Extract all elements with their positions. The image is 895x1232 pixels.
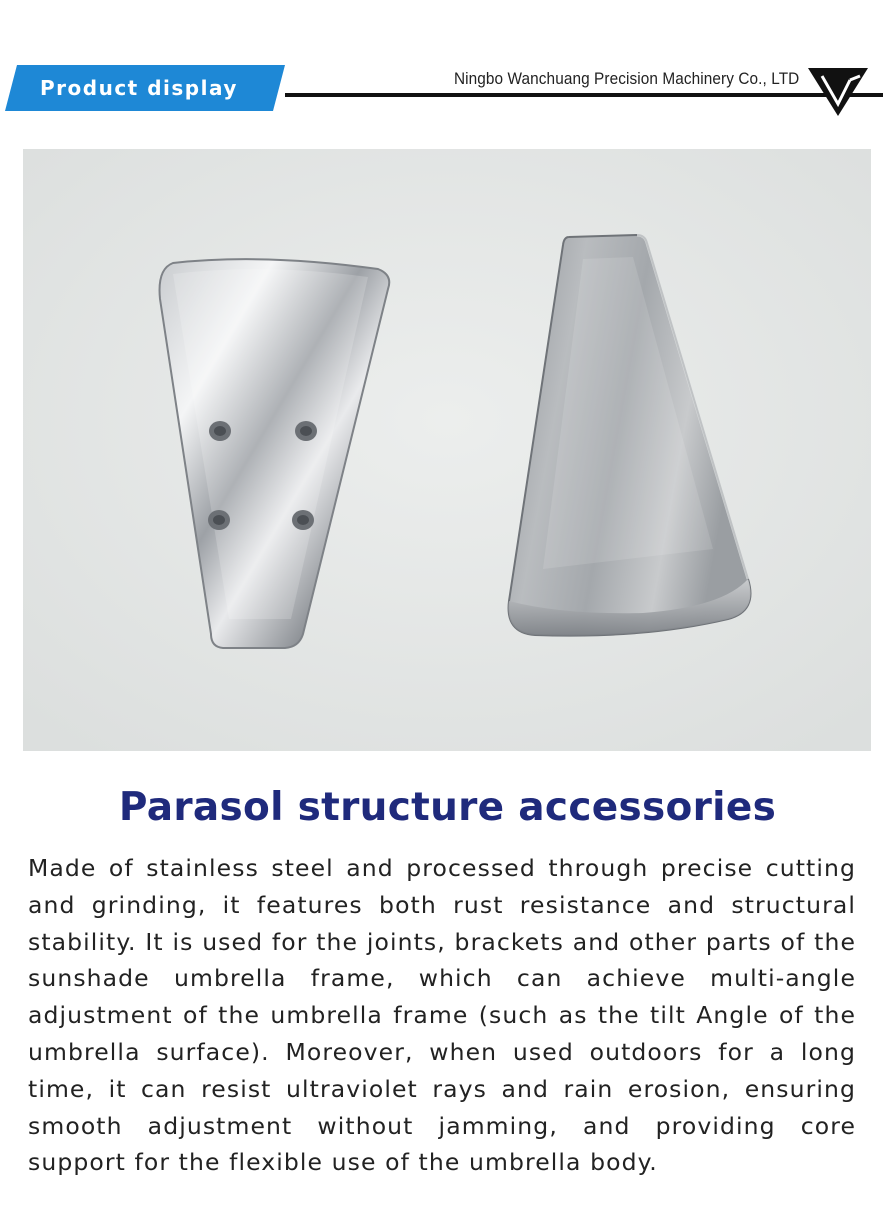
product-title: Parasol structure accessories — [118, 785, 777, 830]
section-label: Product display — [40, 76, 238, 100]
header-divider — [285, 93, 883, 97]
page-header — [0, 0, 895, 130]
product-photo — [23, 149, 871, 751]
product-description: Made of stainless steel and processed through precise cutting and grinding, it features both rust resistance and structural stability. It is used for the joints, brackets and other parts of the sunshade umbrella frame, which can achieve multi-angle adjustment of the umbrella frame (such as the tilt Angle of the umbrella surface). Moreover, when used outdoors for a long time, it can resist ultraviolet rays and rain erosion, ensuring smooth adjustment without jamming, and providing core support for the flexible use of the umbrella body. — [28, 854, 856, 1177]
company-name: Ningbo Wanchuang Precision Machinery Co., LTD — [453, 70, 799, 88]
company-logo-icon — [808, 66, 868, 125]
